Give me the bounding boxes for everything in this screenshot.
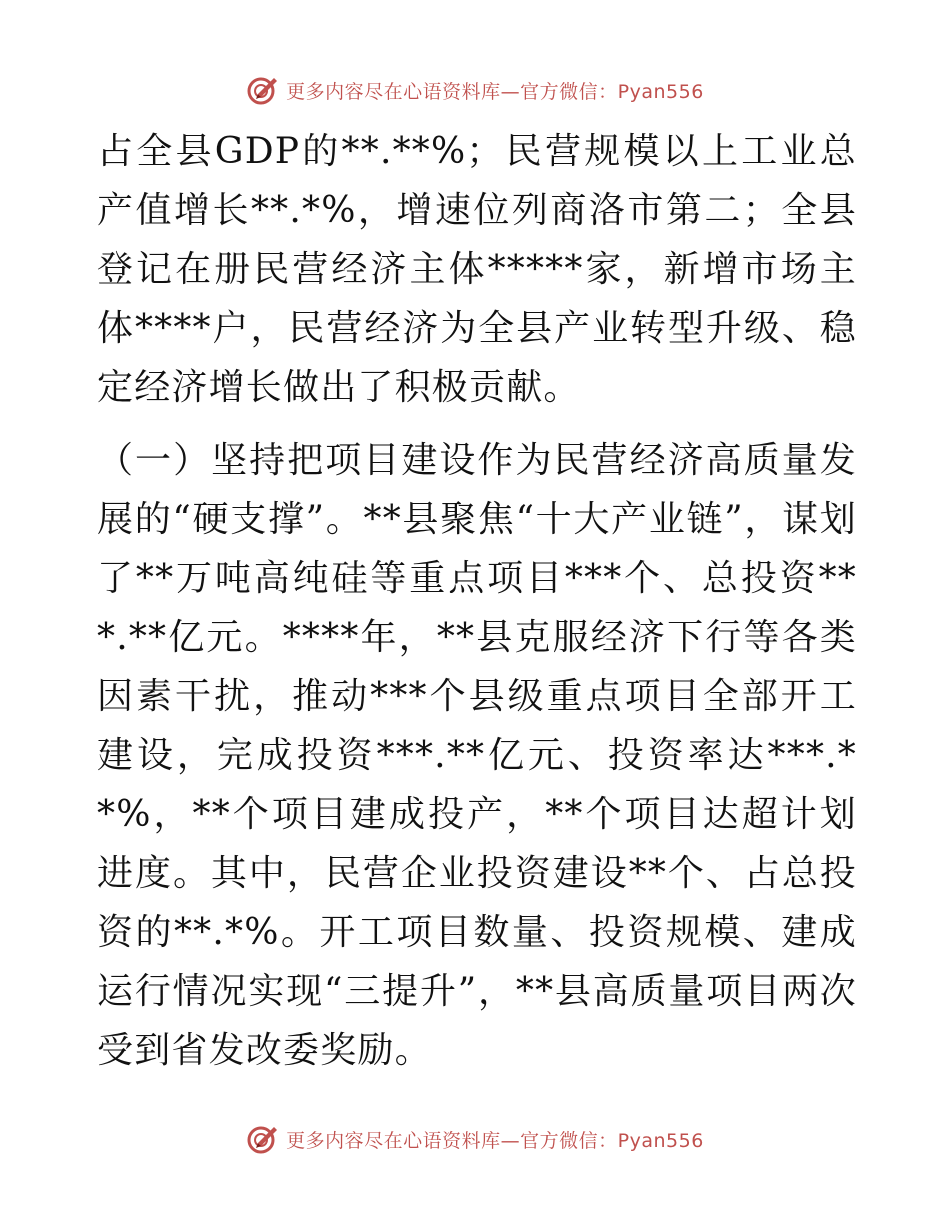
pen-logo-icon	[246, 74, 280, 106]
header-watermark	[0, 74, 950, 106]
watermark-text: 更多内容尽在心语资料库—官方微信：Pyan556	[286, 80, 704, 103]
pen-logo-icon	[246, 1123, 280, 1155]
paragraph-2: （一）坚持把项目建设作为民营经济高质量发展的“硬支撑”。**县聚焦“十大产业链”，谋划了**万吨高纯硅等重点项目***个、总投资***.**亿元。****年，**县克服经济下行等各类因素干扰，推动***个县级重点项目全部开工建设，完成投资***.**亿元、投资率达***.**%，**个项目建成投产，**个项目达超计划进度。其中，民营企业投资建设**个、占总投资的**.*%。开工项目数量、投资规模、建成运行情况实现“三提升”，**县高质量项目两次受到省发改委奖励。	[97, 440, 857, 1071]
paragraph-1: 占全县GDP的**.**%；民营规模以上工业总产值增长**.*%，增速位列商洛市第二；全县登记在册民营经济主体*****家，新增市场主体****户，民营经济为全县产业转型升级、稳定经济增长做出了积极贡献。	[97, 131, 857, 408]
footer-watermark	[0, 1123, 950, 1155]
document-body	[97, 122, 857, 1080]
watermark-text: 更多内容尽在心语资料库—官方微信：Pyan556	[286, 1129, 704, 1152]
